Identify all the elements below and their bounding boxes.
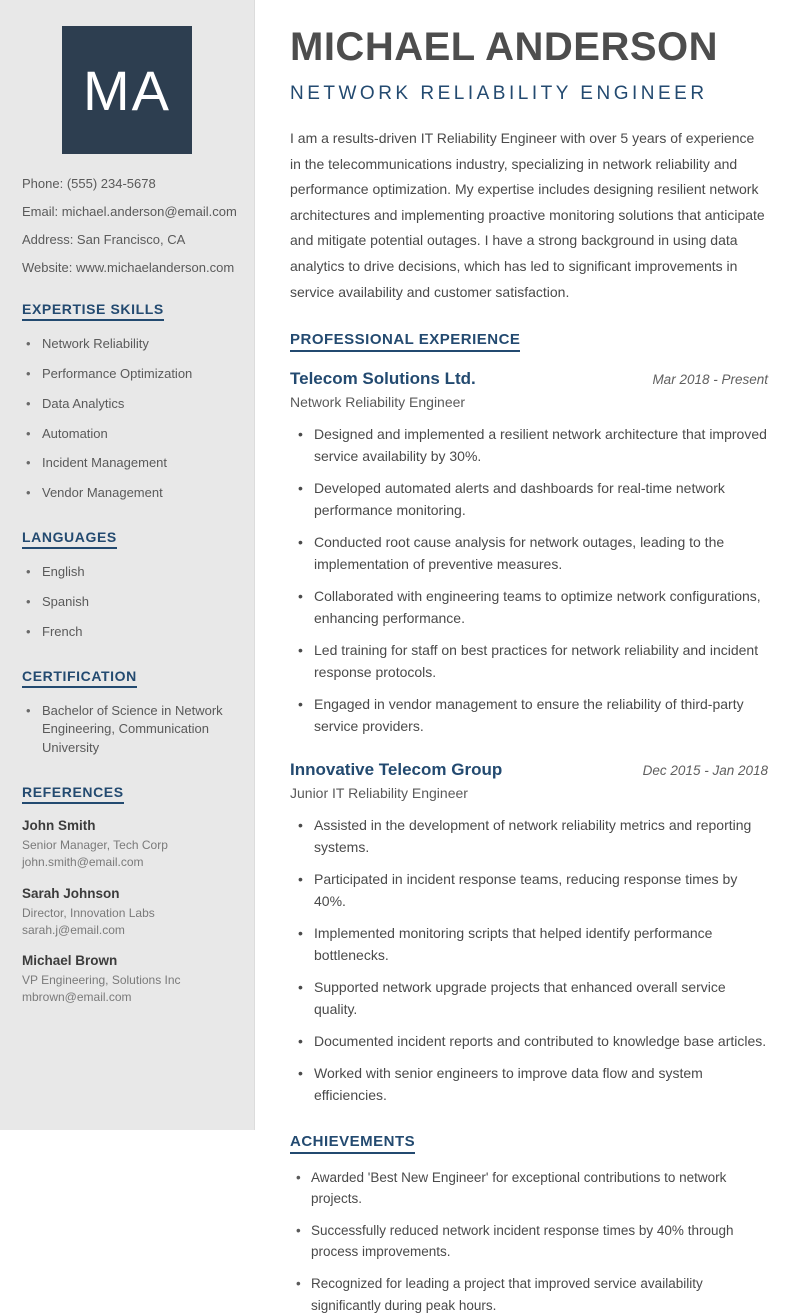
contact-email: Email: michael.anderson@email.com — [22, 204, 237, 219]
contact-block — [22, 176, 237, 275]
job-bullet: • Worked with senior engineers to improve data flow and system efficiencies. — [296, 1063, 768, 1107]
reference-name: Sarah Johnson — [22, 885, 120, 901]
sidebar — [0, 0, 255, 1130]
certification-title: CERTIFICATION — [22, 668, 137, 688]
avatar — [62, 26, 192, 154]
achievements-title: ACHIEVEMENTS — [290, 1133, 415, 1154]
section-references — [22, 784, 232, 1006]
expertise-skills-title: EXPERTISE SKILLS — [22, 301, 164, 321]
languages-list — [22, 563, 232, 642]
reference-entry — [22, 818, 232, 871]
job-bullet: • Supported network upgrade projects that enhanced overall service quality. — [296, 977, 768, 1021]
achievements-list — [290, 1167, 768, 1316]
certification-list — [22, 702, 232, 759]
job-bullet: • Collaborated with engineering teams to optimize network configurations, enhancing performance. — [296, 586, 768, 630]
main-content — [255, 0, 800, 1313]
job-bullet: • Implemented monitoring scripts that helped identify performance bottlenecks. — [296, 923, 768, 967]
professional-experience-title: PROFESSIONAL EXPERIENCE — [290, 331, 520, 352]
skill-item: • Network Reliability — [26, 335, 232, 354]
job-title-subtitle: NETWORK RELIABILITY ENGINEER — [290, 83, 708, 104]
company-name: Innovative Telecom Group — [290, 759, 503, 779]
section-languages — [22, 529, 232, 642]
job-header — [290, 369, 768, 389]
skill-item: • Automation — [26, 425, 232, 444]
reference-role: Senior Manager, Tech Corp — [22, 838, 168, 853]
achievement-item: • Successfully reduced network incident response times by 40% through process improvements. — [294, 1220, 768, 1263]
references-title: REFERENCES — [22, 784, 124, 804]
company-name: Telecom Solutions Ltd. — [290, 369, 476, 389]
job-bullet: • Developed automated alerts and dashboards for real-time network performance monitoring. — [296, 478, 768, 522]
contact-website: Website: www.michaelanderson.com — [22, 260, 235, 275]
section-certification — [22, 668, 232, 759]
reference-email: sarah.j@email.com — [22, 922, 125, 937]
language-item: • Spanish — [26, 593, 232, 612]
reference-name: Michael Brown — [22, 953, 118, 969]
job-dates: Dec 2015 - Jan 2018 — [642, 762, 768, 778]
skill-item: • Incident Management — [26, 454, 232, 473]
expertise-skills-list — [22, 335, 232, 503]
job-bullet: • Led training for staff on best practices for network reliability and incident response protocols. — [296, 640, 768, 684]
reference-entry — [22, 886, 232, 939]
reference-entry — [22, 953, 232, 1006]
achievement-item: • Awarded 'Best New Engineer' for exceptional contributions to network projects. — [294, 1167, 768, 1210]
contact-phone: Phone: (555) 234-5678 — [22, 176, 156, 191]
reference-email: mbrown@email.com — [22, 990, 132, 1005]
language-item: • English — [26, 563, 232, 582]
job-entry — [290, 760, 768, 1107]
job-dates: Mar 2018 - Present — [652, 372, 768, 388]
job-entry — [290, 369, 768, 738]
job-bullet: • Designed and implemented a resilient network architecture that improved service availability by 30%. — [296, 424, 768, 468]
languages-title: LANGUAGES — [22, 529, 117, 549]
reference-role: Director, Innovation Labs — [22, 905, 155, 920]
section-professional-experience — [290, 331, 768, 1106]
job-role: Junior IT Reliability Engineer — [290, 784, 468, 801]
skill-item: • Vendor Management — [26, 484, 232, 503]
contact-address: Address: San Francisco, CA — [22, 232, 186, 247]
avatar-initials: MA — [83, 58, 171, 122]
reference-email: john.smith@email.com — [22, 854, 144, 869]
job-bullet: • Engaged in vendor management to ensure the reliability of third-party service providers. — [296, 694, 768, 738]
summary-text: I am a results-driven IT Reliability Engineer with over 5 years of experience in the telecommunications industry, specializing in network reliability and performance optimization. My expertise includes designing resilient network architectures and implementing proactive monitoring solutions that anticipate and mitigate potential outages. I have a strong background in using data analytics to drive decisions, which has led to significant improvements in service availability and customer satisfaction. — [290, 130, 765, 300]
job-role: Network Reliability Engineer — [290, 394, 466, 411]
language-item: • French — [26, 623, 232, 642]
achievement-item: • Recognized for leading a project that improved service availability significantly during peak hours. — [294, 1273, 768, 1316]
skill-item: • Data Analytics — [26, 395, 232, 414]
skill-item: • Performance Optimization — [26, 365, 232, 384]
job-header — [290, 760, 768, 780]
section-expertise-skills — [22, 301, 232, 503]
job-bullet: • Assisted in the development of network reliability metrics and reporting systems. — [296, 815, 768, 859]
section-achievements — [290, 1133, 768, 1316]
reference-name: John Smith — [22, 818, 96, 834]
job-bullet-list — [290, 815, 768, 1107]
page-title: MICHAEL ANDERSON — [290, 25, 719, 69]
reference-role: VP Engineering, Solutions Inc — [22, 973, 181, 988]
job-bullet: • Participated in incident response teams, reducing response times by 40%. — [296, 869, 768, 913]
job-bullet-list — [290, 424, 768, 738]
job-bullet: • Documented incident reports and contributed to knowledge base articles. — [296, 1031, 768, 1053]
job-bullet: • Conducted root cause analysis for network outages, leading to the implementation of preventive measures. — [296, 532, 768, 576]
certification-item: • Bachelor of Science in Network Engineering, Communication University — [26, 702, 232, 759]
